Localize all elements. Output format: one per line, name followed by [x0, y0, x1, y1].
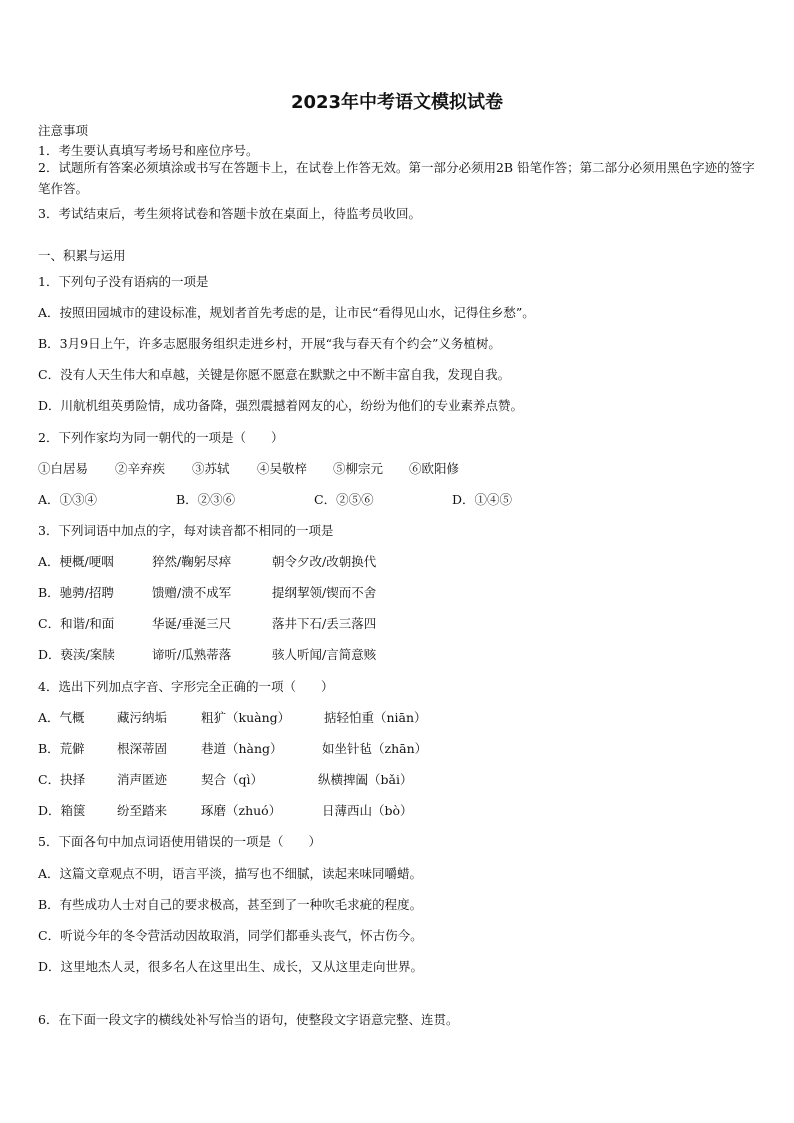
option: D．①④⑤ — [452, 492, 513, 507]
option: C．没有人天生伟大和卓越，关键是你愿不愿意在默默之中不断丰富自我，发现自我。 — [38, 367, 511, 382]
word-cell: 纷至踏来 — [117, 803, 168, 818]
question-stem: 5．下面各句中加点词语使用错误的一项是（ ） — [38, 834, 321, 849]
word-cell: 根深蒂固 — [117, 741, 168, 756]
word-cell: 巷道（hàng） — [201, 741, 283, 756]
word-cell: 消声匿迹 — [117, 772, 168, 787]
word-cell: 契合（qì） — [201, 772, 263, 787]
option: D．川航机组英勇险情，成功备降，强烈震撼着网友的心，纷纷为他们的专业素养点赞。 — [38, 398, 524, 413]
option: B．②③⑥ — [176, 492, 236, 507]
word-cell: 华诞/垂涎三尺 — [152, 616, 232, 631]
author-item: ③苏轼 — [192, 461, 230, 476]
word-cell: B．荒僻 — [38, 741, 85, 756]
option: A．这篇文章观点不明，语言平淡，描写也不细腻，读起来味同嚼蜡。 — [38, 866, 423, 881]
notice-heading: 注意事项 — [38, 123, 89, 138]
word-cell: 掂轻怕重（niān） — [324, 710, 427, 725]
author-item: ②辛弃疾 — [115, 461, 166, 476]
question-stem: 1．下列句子没有语病的一项是 — [38, 274, 209, 289]
word-cell: B．驰骋/招聘 — [38, 585, 114, 600]
word-cell: 如坐针毡（zhān） — [322, 741, 428, 756]
option: B．3月9日上午，许多志愿服务组织走进乡村，开展“我与春天有个约会”义务植树。 — [38, 336, 501, 351]
page-title: 2023年中考语文模拟试卷 — [290, 92, 504, 113]
word-cell: 谛听/瓜熟蒂落 — [152, 647, 232, 662]
author-item: ①白居易 — [38, 461, 89, 476]
word-cell: A．气概 — [38, 710, 85, 725]
option: C．听说今年的冬令营活动因故取消，同学们都垂头丧气，怀古伤今。 — [38, 928, 423, 943]
word-cell: 琢磨（zhuó） — [201, 803, 282, 818]
word-cell: 藏污纳垢 — [117, 710, 168, 725]
author-item: ⑤柳宗元 — [333, 461, 384, 476]
question-stem: 4．选出下列加点字音、字形完全正确的一项（ ） — [38, 679, 334, 694]
option: A．按照田园城市的建设标准，规划者首先考虑的是，让市民“看得见山水，记得住乡愁”。 — [38, 305, 535, 320]
word-cell: 猝然/鞠躬尽瘁 — [152, 554, 232, 569]
notice-item: 3．考试结束后，考生须将试卷和答题卡放在桌面上，待监考员收回。 — [38, 206, 421, 221]
word-cell: C．抉择 — [38, 772, 86, 787]
option: D．这里地杰人灵，很多名人在这里出生、成长，又从这里走向世界。 — [38, 959, 424, 974]
question-stem: 2．下列作家均为同一朝代的一项是（ ） — [38, 430, 284, 445]
word-cell: C．和谐/和面 — [38, 616, 115, 631]
word-cell: 粗犷（kuàng） — [201, 710, 291, 725]
question-stem: 3．下列词语中加点的字，每对读音都不相同的一项是 — [38, 523, 334, 538]
author-item: ④吴敬梓 — [257, 461, 308, 476]
option: B．有些成功人士对自己的要求极高，甚至到了一种吹毛求疵的程度。 — [38, 897, 423, 912]
notice-item: 2．试题所有答案必须填涂或书写在答题卡上，在试卷上作答无效。第一部分必须用2B 铅笔作答；第二部分必须用黑色字迹的签字笔作答。 — [38, 160, 755, 196]
word-cell: D．亵渎/案牍 — [38, 647, 115, 662]
option: C．②⑤⑥ — [314, 492, 374, 507]
word-cell: 日薄西山（bò） — [322, 803, 413, 818]
section-heading: 一、积累与运用 — [38, 248, 126, 263]
notice-item: 1．考生要认真填写考场号和座位序号。 — [38, 143, 259, 158]
option: A．①③④ — [38, 492, 98, 507]
author-item: ⑥欧阳修 — [409, 461, 460, 476]
word-cell: 馈赠/溃不成军 — [152, 585, 232, 600]
word-cell: 纵横捭阖（bǎi） — [318, 772, 413, 787]
word-cell: 提纲挈领/锲而不舍 — [272, 585, 377, 600]
question-stem: 6．在下面一段文字的横线处补写恰当的语句，使整段文字语意完整、连贯。 — [38, 1012, 459, 1027]
word-cell: D．箱箧 — [38, 803, 86, 818]
word-cell: 骇人听闻/言简意赅 — [272, 647, 377, 662]
word-cell: 朝令夕改/改朝换代 — [272, 554, 377, 569]
word-cell: 落井下石/丢三落四 — [272, 616, 377, 631]
word-cell: A．梗概/哽咽 — [38, 554, 114, 569]
